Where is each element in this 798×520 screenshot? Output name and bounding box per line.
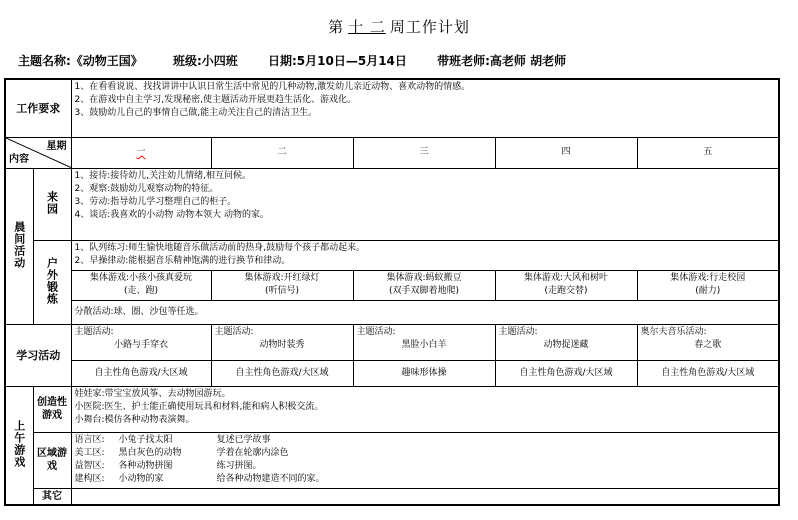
study-game-tue: 自主性角色游戏/大区域	[211, 360, 353, 386]
weekday-header-row	[5, 137, 779, 168]
requirement-item: 2、在游戏中自主学习,发现秘密,使主题活动开展更趋生活化、游戏化。	[74, 95, 356, 105]
arrival-row	[5, 168, 779, 240]
plan-table	[4, 78, 780, 506]
requirement-item: 1、在看看说说、找找讲讲中认识日常生活中常见的几种动物,激发幼儿亲近动物、喜欢动物的情感。	[74, 82, 471, 92]
am-games-label: 上午游戏	[5, 386, 33, 505]
area-game-label: 区域游戏	[33, 432, 71, 488]
study-theme-tue: 主题活动: 动物时装秀	[211, 324, 353, 360]
study-theme-fri: 奥尔夫音乐活动: 春之歌	[637, 324, 779, 360]
creative-item: 小医院:医生、护士能正确使用玩具和材料,能和病人积极交流。	[74, 401, 324, 412]
study-game-row	[5, 360, 779, 386]
diagonal-header-cell	[5, 137, 71, 168]
creative-item: 娃娃家:带宝宝放风筝、去动物园游玩。	[74, 388, 231, 399]
page-title	[0, 16, 798, 37]
arrival-item: 2、观察:鼓励幼儿观察动物的特征。	[74, 183, 219, 194]
area-game-row	[5, 432, 779, 488]
area-item: 语言区: 小兔子找太阳 复述已学故事	[74, 434, 271, 445]
class-name: 班级:小四班	[173, 54, 238, 68]
day-tuesday: 二	[211, 137, 353, 168]
arrival-item: 3、劳动:指导幼儿学习整理自己的柜子。	[74, 196, 237, 207]
area-item: 美工区: 黑白灰色的动物 学着在轮廓内涂色	[74, 447, 289, 458]
outdoor-game-thu: 集体游戏:大风和树叶 (走跑交替)	[495, 270, 637, 300]
requirements-row	[5, 79, 779, 137]
other-content	[71, 488, 779, 505]
day-friday: 五	[637, 137, 779, 168]
outdoor-game-mon: 集体游戏:小孩小孩真爱玩 (走、跑)	[71, 270, 211, 300]
outdoor-item: 2、早操律动:能根据音乐精神饱满的进行换节和律动。	[74, 255, 291, 266]
study-theme-mon: 主题活动: 小路与手穿衣	[71, 324, 211, 360]
outdoor-content	[71, 240, 779, 270]
other-row	[5, 488, 779, 505]
study-game-mon: 自主性角色游戏/大区域	[71, 360, 211, 386]
outdoor-intro-row	[5, 240, 779, 270]
requirements-content	[71, 79, 779, 137]
scattered-activity: 分散活动:球、圈、沙包等任选。	[71, 300, 779, 324]
theme-name: 主题名称:《动物王国》	[18, 54, 143, 68]
outdoor-label: 户外锻炼	[33, 240, 71, 324]
study-theme-row	[5, 324, 779, 360]
teachers: 带班老师:高老师 胡老师	[437, 54, 567, 68]
other-label: 其它	[33, 488, 71, 505]
outdoor-game-tue: 集体游戏:开红绿灯 (听信号)	[211, 270, 353, 300]
creative-game-row	[5, 386, 779, 432]
title-suffix: 周工作计划	[389, 18, 470, 36]
requirements-label: 工作要求	[5, 79, 71, 137]
area-item: 益智区: 各种动物拼图 练习拼图。	[74, 460, 262, 471]
day-wednesday: 三	[353, 137, 495, 168]
outdoor-item: 1、队列练习:师生愉快地随音乐做活动前的热身,鼓励每个孩子都动起来。	[74, 242, 366, 253]
outdoor-games-row	[5, 270, 779, 300]
date-range: 日期:5月10日—5月14日	[268, 54, 407, 68]
study-theme-thu: 主题活动: 动物捉迷藏	[495, 324, 637, 360]
arrival-item: 1、接待:接待幼儿,关注幼儿情绪,相互问候。	[74, 170, 251, 181]
creative-game-label: 创造性游戏	[33, 386, 71, 432]
title-prefix: 第	[328, 18, 345, 36]
requirement-item: 3、鼓励幼儿自己的事情自己做,能主动关注自己的清洁卫生。	[74, 108, 318, 118]
plan-header	[18, 52, 592, 69]
outdoor-game-wed: 集体游戏:蚂蚁搬豆 (双手双脚着地爬)	[353, 270, 495, 300]
outdoor-game-fri: 集体游戏:行走校园 (耐力)	[637, 270, 779, 300]
study-activity-label: 学习活动	[5, 324, 71, 386]
content-label: 内容	[9, 153, 29, 165]
morning-activity-label: 晨间活动	[5, 168, 33, 324]
day-thursday: 四	[495, 137, 637, 168]
creative-game-content	[71, 386, 779, 432]
arrival-label: 来园	[33, 168, 71, 240]
study-game-thu: 自主性角色游戏/大区域	[495, 360, 637, 386]
scattered-activity-row	[5, 300, 779, 324]
study-game-fri: 自主性角色游戏/大区域	[637, 360, 779, 386]
week-number: 十 二	[348, 18, 386, 36]
study-game-wed: 趣味形体操	[353, 360, 495, 386]
study-theme-wed: 主题活动: 黑脸小白羊	[353, 324, 495, 360]
area-game-content	[71, 432, 779, 488]
weekday-label: 星期	[46, 140, 67, 152]
day-monday: 一	[71, 137, 211, 168]
area-item: 建构区: 小动物的家 给各种动物建造不同的家。	[74, 473, 325, 484]
arrival-content	[71, 168, 779, 240]
arrival-item: 4、谈话:我喜欢的小动物 动物本领大 动物的家。	[74, 209, 269, 220]
creative-item: 小舞台:模仿各种动物表演舞。	[74, 414, 195, 425]
